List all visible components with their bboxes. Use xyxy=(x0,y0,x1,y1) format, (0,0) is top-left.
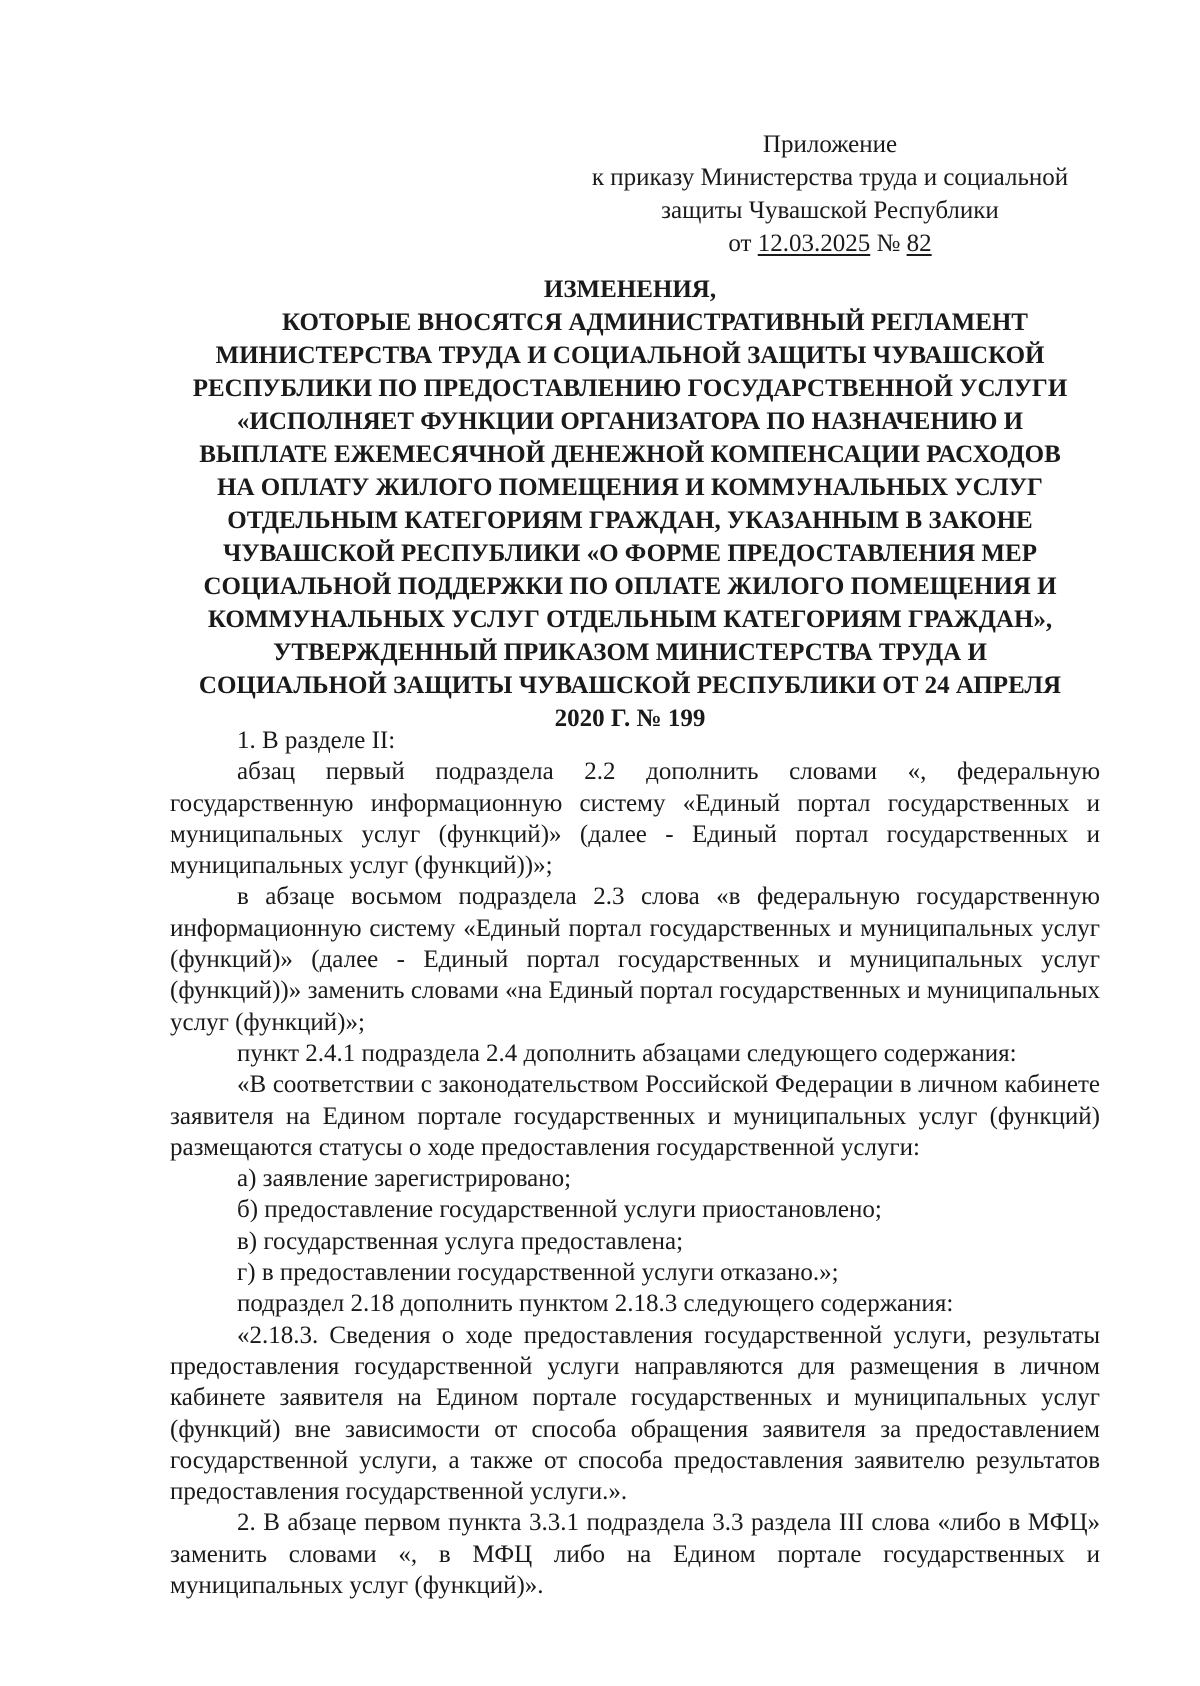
title-line: 2020 Г. № 199 xyxy=(554,705,706,732)
appendix-ministry-line: защиты Чувашской Республики xyxy=(661,197,999,224)
paragraph: «2.18.3. Сведения о ходе предоставления государственной услуги, результаты предоставления государственной услуги направляются для размещения в личном кабинете заявителя на Едином портале государственных и муниципальных услуг (функций) вне зависимости от способа обращения заявителя за предоставлением государственной услуги, а также от способа предоставления заявителю результатов предоставления государственной услуги.». xyxy=(170,1321,1100,1506)
appendix-order-line: к приказу Министерства труда и социальной xyxy=(591,164,1069,191)
title-line: РЕСПУБЛИКИ ПО ПРЕДОСТАВЛЕНИЮ ГОСУДАРСТВЕННОЙ УСЛУГИ xyxy=(192,375,1068,402)
title-line: СОЦИАЛЬНОЙ ЗАЩИТЫ ЧУВАШСКОЙ РЕСПУБЛИКИ ОТ 24 АПРЕЛЯ xyxy=(198,672,1062,699)
appendix-date-line xyxy=(560,227,1100,260)
order-date: 12.03.2025 xyxy=(757,230,871,257)
section-1-heading: 1. В разделе II: xyxy=(237,727,396,754)
appendix-label: Приложение xyxy=(762,131,898,158)
title-line: ОТДЕЛЬНЫМ КАТЕГОРИЯМ ГРАЖДАН, УКАЗАННЫМ В ЗАКОНЕ xyxy=(227,507,1033,534)
title-line: ИЗМЕНЕНИЯ, xyxy=(543,276,717,303)
paragraph: пункт 2.4.1 подраздела 2.4 дополнить абзацами следующего содержания: xyxy=(237,1039,1017,1067)
date-prefix: от xyxy=(728,230,758,257)
list-item: в) государственная услуга предоставлена; xyxy=(237,1227,684,1255)
list-item: б) предоставление государственной услуги приостановлено; xyxy=(237,1196,882,1224)
document-body xyxy=(170,725,1100,1601)
appendix-header xyxy=(560,128,1100,260)
title-line: КОММУНАЛЬНЫХ УСЛУГ ОТДЕЛЬНЫМ КАТЕГОРИЯМ ГРАЖДАН», xyxy=(207,606,1053,633)
paragraph: подраздел 2.18 дополнить пунктом 2.18.3 следующего содержания: xyxy=(237,1290,954,1318)
paragraph: абзац первый подраздела 2.2 дополнить словами «, федеральную государственную информационную систему «Единый портал государственных и муниципальных услуг (функций)» (далее - Единый портал государственных и муниципальных услуг (функций))»; xyxy=(170,758,1100,880)
section-2-paragraph: 2. В абзаце первом пункта 3.3.1 подраздела 3.3 раздела III слова «либо в МФЦ» заменить словами «, в МФЦ либо на Едином портале государственных и муниципальных услуг (функций)». xyxy=(170,1509,1100,1600)
title-line: ЧУВАШСКОЙ РЕСПУБЛИКИ «О ФОРМЕ ПРЕДОСТАВЛЕНИЯ МЕР xyxy=(223,540,1037,567)
document-title xyxy=(160,273,1100,735)
list-item: а) заявление зарегистрировано; xyxy=(237,1165,572,1193)
paragraph: в абзаце восьмом подраздела 2.3 слова «в федеральную государственную информационную систему «Единый портал государственных и муниципальных услуг (функций)» (далее - Единый портал государственных и муниципальных услуг (функций))» заменить словами «на Единый портал государственных и муниципальных услуг (функций)»; xyxy=(170,883,1100,1036)
title-line: ВЫПЛАТЕ ЕЖЕМЕСЯЧНОЙ ДЕНЕЖНОЙ КОМПЕНСАЦИИ РАСХОДОВ xyxy=(199,441,1061,468)
list-item: г) в предоставлении государственной услуги отказано.»; xyxy=(237,1259,839,1287)
title-line: УТВЕРЖДЕННЫЙ ПРИКАЗОМ МИНИСТЕРСТВА ТРУДА И xyxy=(273,639,987,666)
title-line: «ИСПОЛНЯЕТ ФУНКЦИИ ОРГАНИЗАТОРА ПО НАЗНАЧЕНИЮ И xyxy=(236,408,1024,435)
title-line: НА ОПЛАТУ ЖИЛОГО ПОМЕЩЕНИЯ И КОММУНАЛЬНЫХ УСЛУГ xyxy=(217,474,1043,501)
title-line: КОТОРЫЕ ВНОСЯТСЯ АДМИНИСТРАТИВНЫЙ РЕГЛАМЕНТ xyxy=(282,309,1028,336)
paragraph: «В соответствии с законодательством Российской Федерации в личном кабинете заявителя на Едином портале государственных и муниципальных услуг (функций) размещаются статусы о ходе предоставления государственной услуги: xyxy=(170,1071,1100,1161)
order-number: 82 xyxy=(906,230,932,257)
title-line: МИНИСТЕРСТВА ТРУДА И СОЦИАЛЬНОЙ ЗАЩИТЫ ЧУВАШСКОЙ xyxy=(215,342,1045,369)
number-prefix: № xyxy=(870,230,907,257)
title-line: СОЦИАЛЬНОЙ ПОДДЕРЖКИ ПО ОПЛАТЕ ЖИЛОГО ПОМЕЩЕНИЯ И xyxy=(203,573,1057,600)
